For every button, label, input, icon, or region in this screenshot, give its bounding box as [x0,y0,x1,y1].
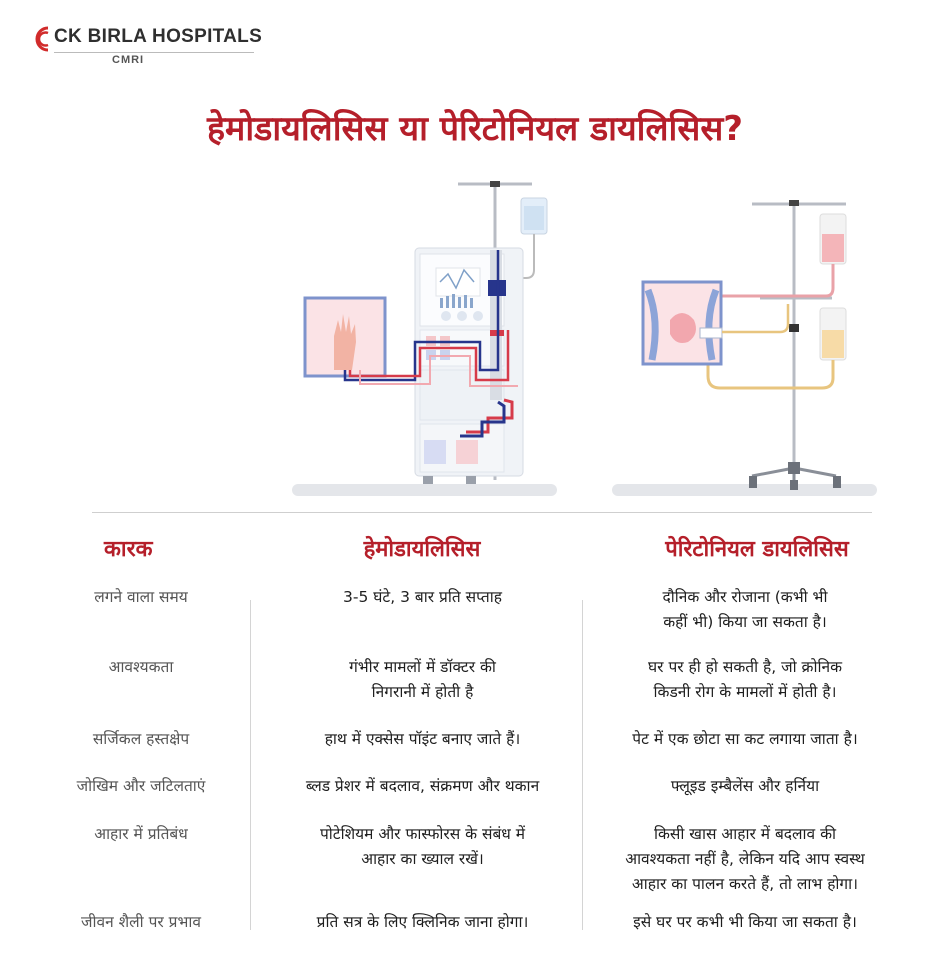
cell-line: पोटेशियम और फास्फोरस के संबंध में [319,825,526,843]
hospital-logo-icon [32,24,54,54]
hospital-sub-name: CMRI [112,54,145,66]
brand-divider [54,52,254,53]
cell-line: आवश्यकता नहीं है, लेकिन यदि आप स्वस्थ [625,850,865,868]
hemodialysis-machine-icon [305,181,547,484]
section-divider [92,512,872,513]
peri-time-required [600,585,890,635]
cell-line: फ्लूइड इम्बैलेंस और हर्निया [670,777,820,795]
hospital-name: CK BIRLA HOSPITALS [54,26,263,47]
header-hemodialysis: हेमोडायलिसिस [363,537,481,562]
peri-lifestyle-impact [600,910,890,935]
peri-surgical-intervention [600,727,890,752]
dialysis-illustration [0,170,950,510]
cell-line: किडनी रोग के मामलों में होती है। [653,683,837,701]
peri-diet-restriction [600,822,890,897]
cell-line: ब्लड प्रेशर में बदलाव, संक्रमण और थकान [305,777,540,795]
hemo-surgical-intervention [270,727,575,752]
factor-surgical-intervention: सर्जिकल हस्तक्षेप [92,730,190,748]
cell-line: कहीं भी) किया जा सकता है। [663,613,827,631]
factor-time-required: लगने वाला समय [94,588,188,606]
cell-line: घर पर ही हो सकती है, जो क्रोनिक [648,658,842,676]
peri-requirement [600,655,890,705]
cell-line: निगरानी में होती है [371,683,474,701]
cell-line: किसी खास आहार में बदलाव की [653,825,837,843]
hospital-brand [32,24,262,74]
peri-risks [600,774,890,799]
hemo-time-required [270,585,575,610]
cell-line: दौनिक और रोजाना (कभी भी [662,588,828,606]
header-factor: कारक [104,537,153,562]
cell-line: प्रति सत्र के लिए क्लिनिक जाना होगा। [316,913,529,931]
cell-line: हाथ में एक्सेस पॉइंट बनाए जाते हैं। [324,730,521,748]
factor-requirement: आवश्यकता [108,658,174,676]
hemo-risks [270,774,575,799]
cell-line: पेट में एक छोटा सा कट लगाया जाता है। [632,730,858,748]
factor-diet-restriction: आहार में प्रतिबंध [94,825,188,843]
factor-risks: जोखिम और जटिलताएं [76,777,206,795]
cell-line: आहार का पालन करते हैं, तो लाभ होगा। [631,875,859,893]
cell-line: 3-5 घंटे, 3 बार प्रति सप्ताह [343,588,502,606]
page-title: हेमोडायलिसिस या पेरिटोनियल डायलिसिस? [206,109,744,149]
cell-line: इसे घर पर कभी भी किया जा सकता है। [633,913,857,931]
hemo-diet-restriction [270,822,575,872]
hemo-requirement [270,655,575,705]
column-divider-right [582,600,583,930]
peritoneal-dialysis-icon [643,200,846,490]
cell-line: आहार का ख्याल रखें। [361,850,484,868]
column-divider-left [250,600,251,930]
cell-line: गंभीर मामलों में डॉक्टर की [349,658,496,676]
header-peritoneal: पेरिटोनियल डायलिसिस [665,537,849,562]
hemo-lifestyle-impact [270,910,575,935]
factor-lifestyle-impact: जीवन शैली पर प्रभाव [80,913,202,931]
